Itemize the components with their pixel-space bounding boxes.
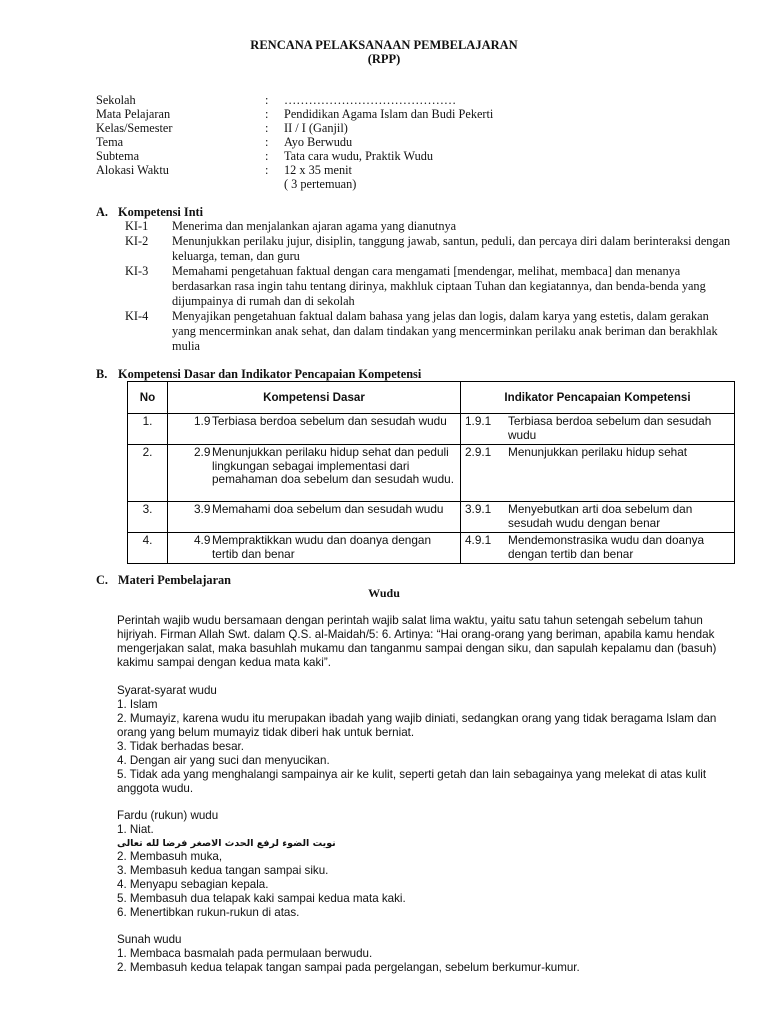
kd-text: Menunjukkan perilaku hidup sehat dan peduli lingkungan sebagai implementasi dari pemahaman doa sebelum dan sesudah wudu. — [212, 445, 455, 486]
list-item: 3. Membasuh kedua tangan sampai siku. — [117, 864, 329, 877]
section-a-heading — [96, 205, 203, 219]
identity-colon: : — [265, 121, 269, 135]
list-item: 1. Islam — [117, 698, 158, 711]
kd-text: Terbiasa berdoa sebelum dan sesudah wudu — [212, 414, 447, 428]
ki-code: KI-4 — [125, 309, 149, 323]
list-item: 1. Membaca basmalah pada permulaan berwudu. — [117, 947, 373, 960]
row-indikator — [461, 445, 735, 502]
arabic-niat: نويت الضوء لرفع الحدث الاصغر فرضا لله تعالى — [117, 838, 336, 849]
identity-label: Kelas/Semester — [96, 121, 173, 135]
row-no: 2. — [128, 445, 168, 502]
document-title: RENCANA PELAKSANAAN PEMBELAJARAN — [250, 38, 518, 52]
ki-code: KI-1 — [125, 219, 149, 233]
ki-text: Menyajikan pengetahuan faktual dalam bahasa yang jelas dan logis, dalam karya yang estetis, dalam gerakan yang mencerminkan anak sehat, dan dalam tindakan yang mencerminkan perilaku anak beriman dan berakhlak mulia — [172, 309, 718, 353]
identity-row-alokasi-waktu — [96, 163, 656, 177]
identity-colon: : — [265, 107, 269, 121]
ki-code: KI-2 — [125, 234, 149, 248]
identity-colon: : — [265, 149, 269, 163]
table-header-row — [128, 382, 735, 414]
kd-text: Mempraktikkan wudu dan doanya dengan tertib dan benar — [212, 533, 432, 561]
ind-code: 1.9.1 — [465, 414, 492, 428]
ind-text: Terbiasa berdoa sebelum dan sesudah wudu — [508, 414, 712, 442]
table-header-indikator: Indikator Pencapaian Kompetensi — [461, 382, 735, 414]
kd-code: 3.9 — [194, 502, 211, 516]
row-indikator — [461, 533, 735, 564]
section-letter: C. — [96, 573, 108, 587]
row-kd — [168, 533, 461, 564]
row-no: 1. — [128, 414, 168, 445]
section-title: Kompetensi Dasar dan Indikator Pencapaian Kompetensi — [118, 367, 422, 381]
table-row — [128, 533, 735, 564]
row-kd — [168, 445, 461, 502]
ki-code: KI-3 — [125, 264, 149, 278]
table-row — [128, 445, 735, 502]
section-b-heading — [96, 367, 421, 381]
identity-value: …………………………………… — [284, 93, 457, 107]
section-title: Materi Pembelajaran — [118, 573, 232, 587]
row-kd — [168, 502, 461, 533]
row-no: 4. — [128, 533, 168, 564]
ind-code: 3.9.1 — [465, 502, 492, 516]
list-item: 5. Membasuh dua telapak kaki sampai kedua mata kaki. — [117, 892, 406, 905]
row-kd — [168, 414, 461, 445]
sunah-heading: Sunah wudu — [117, 933, 182, 946]
fardu-heading: Fardu (rukun) wudu — [117, 809, 219, 822]
table-row — [128, 414, 735, 445]
ind-text: Menunjukkan perilaku hidup sehat — [508, 445, 688, 459]
list-item: 3. Tidak berhadas besar. — [117, 740, 244, 753]
identity-label: Tema — [96, 135, 124, 149]
identity-value: Tata cara wudu, Praktik Wudu — [284, 149, 434, 163]
row-indikator — [461, 414, 735, 445]
identity-row-sekolah — [96, 93, 656, 107]
identity-label: Subtema — [96, 149, 140, 163]
identity-value: 12 x 35 menit — [284, 163, 352, 177]
section-letter: B. — [96, 367, 108, 381]
ind-code: 4.9.1 — [465, 533, 492, 547]
list-item: 4. Menyapu sebagian kepala. — [117, 878, 269, 891]
identity-colon: : — [265, 163, 269, 177]
materi-intro: Perintah wajib wudu bersamaan dengan perintah wajib salat lima waktu, yaitu satu tahun setengah sebelum tahun hijriyah. Firman Allah Swt. dalam Q.S. al-Maidah/5: 6. Artinya: “Hai orang-orang yang beriman, apabila kamu hendak mengerjakan salat, maka basuhlah mukamu dan tanganmu sampai dengan siku, dan sapulah kepalamu dan (basuh) kakimu sampai dengan kedua mata kaki”. — [117, 614, 717, 669]
section-title: Kompetensi Inti — [118, 205, 204, 219]
identity-value: II / I (Ganjil) — [284, 121, 348, 135]
identity-row-kelas-semester — [96, 121, 656, 135]
ki-text: Memahami pengetahuan faktual dengan cara mengamati [mendengar, melihat, membaca] dan menanya berdasarkan rasa ingin tahu tentang dirinya, makhluk ciptaan Tuhan dan kegiatannya, dan benda-benda yang dijumpainya di rumah dan di sekolah — [172, 264, 706, 308]
list-item: 6. Menertibkan rukun-rukun di atas. — [117, 906, 300, 919]
kd-code: 2.9 — [194, 445, 211, 459]
identity-label: Alokasi Waktu — [96, 163, 169, 177]
ind-code: 2.9.1 — [465, 445, 492, 459]
list-item: 5. Tidak ada yang menghalangi sampainya air ke kulit, seperti getah dan lain sebagainya yang melekat di atas kulit anggota wudu. — [117, 768, 707, 795]
ki-text: Menerima dan menjalankan ajaran agama yang dianutnya — [172, 219, 457, 233]
document-subtitle: (RPP) — [367, 52, 401, 66]
identity-row-pertemuan — [96, 177, 656, 191]
table-header-no: No — [128, 382, 168, 414]
kd-code: 4.9 — [194, 533, 211, 547]
syarat-heading: Syarat-syarat wudu — [117, 684, 217, 697]
section-letter: A. — [96, 205, 108, 219]
section-c-heading — [96, 573, 231, 587]
list-item: 2. Membasuh kedua telapak tangan sampai pada pergelangan, sebelum berkumur-kumur. — [117, 961, 580, 974]
kd-text: Memahami doa sebelum dan sesudah wudu — [212, 502, 444, 516]
identity-label: Sekolah — [96, 93, 136, 107]
ind-text: Mendemonstrasika wudu dan doanya dengan tertib dan benar — [508, 533, 705, 561]
identity-colon: : — [265, 135, 269, 149]
identity-value: Pendidikan Agama Islam dan Budi Pekerti — [284, 107, 494, 121]
kd-code: 1.9 — [194, 414, 211, 428]
list-item: 2. Membasuh muka, — [117, 850, 223, 863]
identity-row-mata-pelajaran — [96, 107, 656, 121]
list-item: 4. Dengan air yang suci dan menyucikan. — [117, 754, 330, 767]
materi-subtitle: Wudu — [368, 586, 400, 600]
list-item: 2. Mumayiz, karena wudu itu merupakan ibadah yang wajib diniati, sedangkan orang yang tidak beragama Islam dan orang yang belum mumayiz tidak diberi hak untuk berniat. — [117, 712, 717, 739]
kompetensi-table — [127, 381, 735, 564]
table-row — [128, 502, 735, 533]
identity-row-tema — [96, 135, 656, 149]
identity-label: Mata Pelajaran — [96, 107, 171, 121]
identity-row-subtema — [96, 149, 656, 163]
list-item: 1. Niat. — [117, 823, 154, 836]
table-header-kd: Kompetensi Dasar — [168, 382, 461, 414]
ind-text: Menyebutkan arti doa sebelum dan sesudah wudu dengan benar — [508, 502, 693, 530]
ki-text: Menunjukkan perilaku jujur, disiplin, tanggung jawab, santun, peduli, dan percaya diri dalam berinteraksi dengan keluarga, teman, dan guru — [172, 234, 731, 263]
identity-value: Ayo Berwudu — [284, 135, 353, 149]
row-no: 3. — [128, 502, 168, 533]
identity-colon: : — [265, 93, 269, 107]
row-indikator — [461, 502, 735, 533]
identity-value-pertemuan: ( 3 pertemuan) — [284, 177, 357, 191]
